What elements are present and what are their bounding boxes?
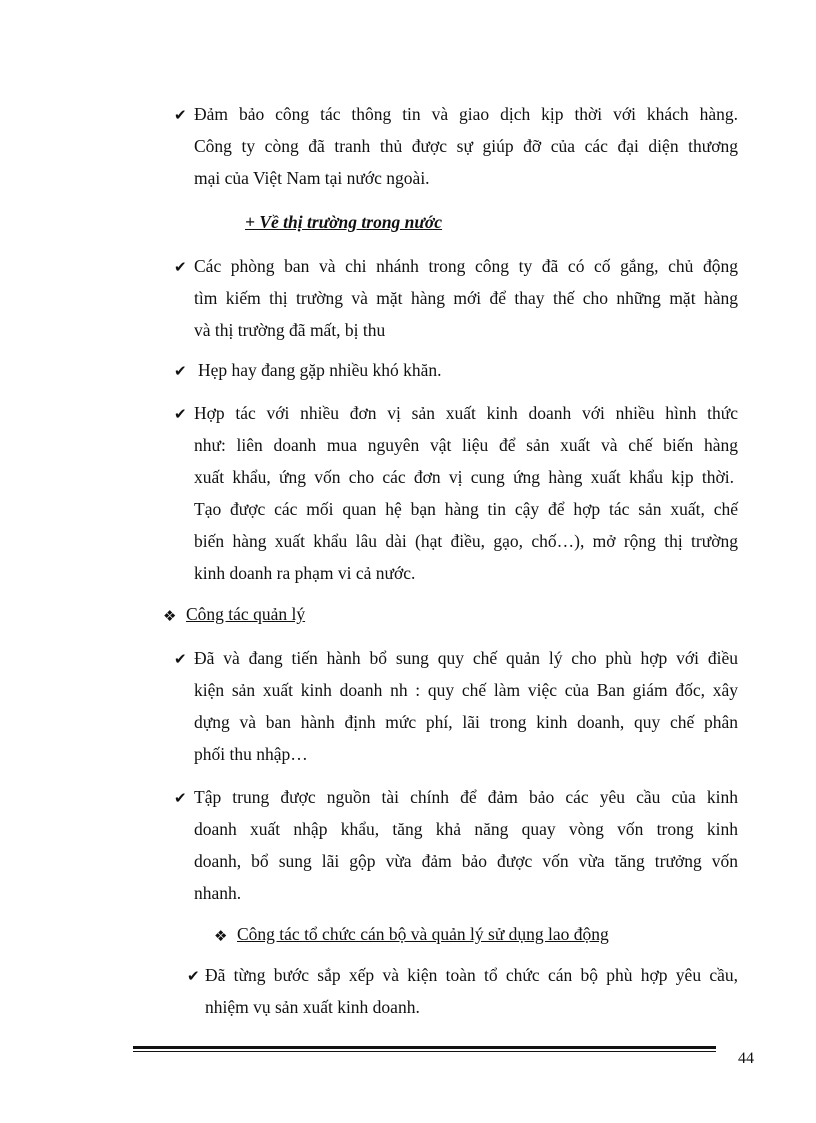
four-diamond-icon: ❖ [214,927,228,945]
text-line: Hợp tác với nhiều đơn vị sản xuất kinh doanh với nhiều hình thức [194,403,738,423]
text-line: nhanh. [194,883,242,903]
text-line: và thị trường đã mất, bị thu [194,320,386,340]
text-line: phối thu nhập… [194,744,308,764]
text-line: doanh xuất nhập khẩu, tăng khả năng quay vòng vốn trong kinh [194,819,738,839]
text-line: Đảm bảo công tác thông tin và giao dịch kịp thời với khách hàng. [194,104,738,124]
text-line: kiện sản xuất kinh doanh nh : quy chế làm việc của Ban giám đốc, xây [194,680,738,700]
text-line: như: liên doanh mua nguyên vật liệu để sản xuất và chế biến hàng [194,435,738,455]
checkmark-icon: ✔ [174,106,187,124]
page-number: 44 [738,1050,754,1067]
checkmark-icon: ✔ [174,405,187,423]
text-line: Các phòng ban và chi nhánh trong công ty đã có cố gắng, chủ động [194,256,738,276]
text-line: kinh doanh ra phạm vi cả nước. [194,563,416,583]
four-diamond-icon: ❖ [163,607,177,625]
text-line: Đã và đang tiến hành bổ sung quy chế quản lý cho phù hợp với điều [194,648,738,668]
section-heading-management: Công tác quản lý [186,604,306,624]
text-line: doanh, bổ sung lãi gộp vừa đảm bảo được vốn vừa tăng trưởng vốn [194,851,738,871]
section-heading-domestic-market: + Về thị trường trong nước [245,212,443,232]
text-line: Công ty còng đã tranh thủ được sự giúp đỡ của các đại diện thương [194,136,738,156]
checkmark-icon: ✔ [187,967,200,985]
checkmark-icon: ✔ [174,789,187,807]
text-line: Đã từng bước sắp xếp và kiện toàn tổ chức cán bộ phù hợp yêu cầu, [205,965,738,985]
checkmark-icon: ✔ [174,258,187,276]
text-line: dựng và ban hành định mức phí, lãi trong kinh doanh, quy chế phân [194,712,738,732]
text-line: biến hàng xuất khẩu lâu dài (hạt điều, gạo, chố…), mở rộng thị trường [194,531,738,551]
text-line: mại của Việt Nam tại nước ngoài. [194,168,430,188]
footer-rule-thick [133,1046,716,1049]
text-line: Tạo được các mối quan hệ bạn hàng tin cậy để hợp tác sản xuất, chế [194,499,738,519]
checkmark-icon: ✔ [174,650,187,668]
text-line: Tập trung được nguồn tài chính để đảm bảo các yêu cầu của kinh [194,787,738,807]
checkmark-icon: ✔ [174,362,187,380]
text-line: Hẹp hay đang gặp nhiều khó khăn. [198,360,442,380]
text-line: tìm kiếm thị trường và mặt hàng mới để thay thế cho những mặt hàng [194,288,738,308]
text-line: xuất khẩu, ứng vốn cho các đơn vị cung ứng hàng xuất khẩu kịp thời. [194,467,734,487]
text-line: nhiệm vụ sản xuất kinh doanh. [205,997,420,1017]
section-heading-organization: Công tác tổ chức cán bộ và quản lý sử dụng lao động [237,924,609,944]
footer-rule-thin [133,1051,716,1052]
